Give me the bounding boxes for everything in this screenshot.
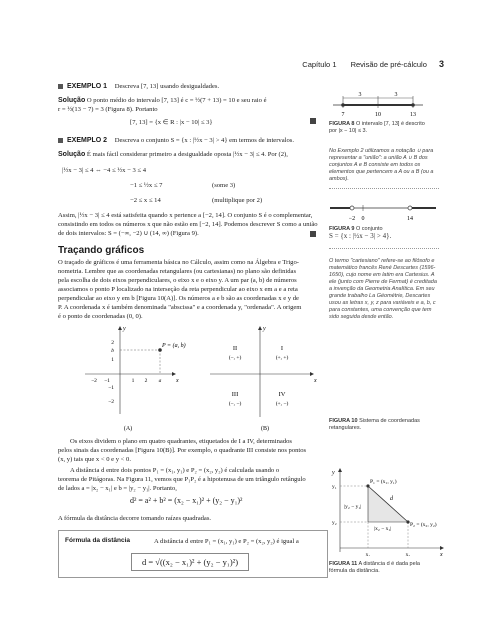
figure-label: FIGURA 8	[329, 121, 355, 127]
section-paragraph-4: A fórmula da distância decorre tomando raízes quadradas.	[58, 515, 212, 522]
figure-8-number-line	[328, 90, 428, 120]
distance-label: d	[390, 496, 393, 502]
solution-label: Solução	[58, 97, 86, 104]
paragraph-line: perpendicular ao eixo y em b [Figura 10(A)]. Os números a e b são as coordenadas x e y de	[58, 295, 299, 302]
figure-caption-text: A distância d é dada pela fórmula da distância.	[329, 561, 420, 574]
quadrant-label: I	[280, 345, 284, 352]
equation-line: |½x − 3| ≤ 4 ⇔ −4 ≤ ½x − 3 ≤ 4	[62, 167, 146, 174]
figure-label: FIGURA 10	[329, 418, 358, 424]
tick-label: b	[111, 348, 114, 354]
figure-label: FIGURA 11	[329, 561, 358, 567]
running-header	[302, 59, 444, 69]
paragraph-line: Os eixos dividem o plano em quatro quadrantes, etiquetados de I a IV, determinados	[70, 438, 292, 445]
tick-label: y₂	[332, 520, 337, 526]
x-arrow-icon	[440, 546, 444, 550]
solution-label: Solução	[58, 151, 86, 158]
figure-10-caption	[329, 418, 429, 432]
tick-label: 7	[341, 112, 345, 118]
quadrant-label: II	[232, 345, 238, 352]
tick-label: 13	[410, 112, 416, 118]
paragraph-line: teorema de Pitágoras. Na Figura 11, vemos que P₁P₂ é a hipotenusa de um triângulo retângulo	[58, 476, 306, 483]
endpoint-dot	[341, 103, 345, 107]
paragraph-line: consistindo em todos os números x que não estão em [−2, 14]. Podemos descrever S como a união	[58, 221, 318, 228]
margin-note-union: No Exemplo 2 utilizamos a notação ∪ para representar a "união": a união A ∪ B dos conjuntos A e B consiste em todos os elementos que pertencem a A ou a B (ou a ambos).	[329, 148, 434, 182]
tick-label: 1	[111, 357, 114, 363]
axis-label: y	[263, 326, 266, 332]
y-arrow-icon	[338, 468, 342, 472]
axis-label: x	[440, 552, 443, 556]
example-statement: Descreva o conjunto S = {x : |½x − 3| > 4} em termos de intervalos.	[114, 137, 294, 144]
figure-caption-text: Sistema de coordenadas retangulares.	[329, 418, 420, 431]
margin-note-cartesian: O termo "cartesiano" refere-se ao filósofo e matemático francês René Descartes (1596-1650), cujo nome em latim era Cartesius. A ele (junto com Pierre de Fermat) é creditada a invenção da Geometria Analítica. Em seu grande trabalho La Géométrie, Descartes usou as letras x, y, z para variáveis e a, b, c para constantes, uma convenção que tem sido seguida desde então.	[329, 258, 437, 320]
paragraph-line: O traçado de gráficos é uma ferramenta básica no Cálculo, assim como na Álgebra e Trigo-	[58, 259, 299, 266]
paragraph-line: (x, y) tais que x < 0 e y < 0.	[58, 456, 131, 463]
tick-label: 0	[361, 216, 365, 222]
page-number: 3	[438, 59, 444, 69]
distance-formula-box	[58, 530, 328, 578]
quadrant-label: III	[231, 391, 239, 398]
divider	[329, 248, 439, 249]
radius-label: 3	[394, 92, 398, 98]
distance-formula: d = √((x₂ − x₁)² + (y₂ − y₁)²)	[131, 553, 249, 571]
paragraph-line: nometria. Lembre que as coordenadas retangulares (ou cartesianas) no plano são definidas	[58, 268, 297, 275]
figure-8-caption	[329, 121, 429, 135]
paragraph-line: associamos o ponto P localizado na interseção da reta perpendicular ao eixo x em a e a reta	[58, 286, 298, 293]
quadrant-signs: (−, −)	[228, 401, 242, 407]
tick-label: −1	[104, 378, 110, 384]
chapter-label: Capítulo 1	[302, 60, 337, 69]
panel-label: (B)	[261, 426, 269, 432]
tick-label: a	[158, 378, 162, 384]
paragraph-line: A distância d entre dois pontos P₁ = (x₁, y₁) e P₂ = (x₂, y₂) é calculada usando o	[70, 467, 280, 474]
x-arrow-icon	[310, 372, 314, 376]
tick-label: −2	[108, 399, 114, 405]
solution-line: É mais fácil considerar primeiro a desigualdade oposta |½x − 3| ≤ 4. Por (2),	[86, 151, 288, 158]
tick-label: x₂	[405, 552, 411, 556]
section-paragraph-1	[58, 258, 326, 321]
tick-label: y₁	[332, 484, 337, 490]
figure-10b-quadrants	[210, 326, 317, 432]
quadrant-label: IV	[278, 391, 286, 398]
square-bullet-icon	[58, 138, 63, 143]
axis-label: y	[332, 470, 335, 476]
figure-11	[328, 466, 446, 556]
example-label: EXEMPLO 2	[67, 137, 108, 144]
y-arrow-icon	[258, 326, 262, 330]
axis-label: x	[314, 378, 317, 384]
tick-label: 10	[375, 112, 381, 118]
open-endpoint	[408, 206, 412, 210]
paragraph-line: P. A coordenada x é também denominada "abscissa" e a coordenada y, "ordenada". A origem	[58, 304, 302, 311]
section-title: Traçando gráficos	[58, 245, 145, 256]
quadrant-signs: (+, +)	[275, 355, 289, 361]
tick-label: 2	[144, 378, 148, 384]
solution-line: O ponto médio do intervalo [7, 13] é c = ½(7 + 13) = 10 e seu raio é	[86, 97, 267, 104]
example-1-heading	[58, 82, 219, 91]
paragraph-line: de lados a = |x₂ − x₁| e b = |y₂ − y₁|. Portanto,	[58, 485, 177, 492]
point-label: P = (a, b)	[162, 343, 186, 349]
example-1-solution	[58, 96, 318, 114]
section-paragraph-2	[58, 437, 326, 464]
box-title: Fórmula da distância	[65, 537, 131, 544]
figure-caption-set: S = {x : |½x − 3| > 4}.	[329, 232, 392, 240]
section-paragraph-3	[58, 466, 326, 493]
figure-label: FIGURA 9	[329, 226, 355, 232]
square-bullet-icon	[58, 84, 63, 89]
radius-label: 3	[358, 92, 362, 98]
paragraph-line: é o ponto de coordenadas (0, 0).	[58, 313, 143, 320]
y-arrow-icon	[118, 326, 122, 330]
end-of-proof-icon	[310, 231, 316, 237]
example-statement: Descreva [7, 13] usando desigualdades.	[114, 83, 220, 90]
example-2-heading	[58, 136, 328, 145]
paragraph-line: Assim, |½x − 3| ≤ 4 está satisfeita quando x pertence a [−2, 14]. O conjunto S é o complementar,	[58, 212, 313, 219]
end-of-proof-icon	[310, 118, 316, 124]
tick-label: x₁	[365, 552, 371, 556]
vertical-leg-label: |y₂ − y₁|	[344, 504, 362, 510]
equation-note: (some 3)	[212, 182, 236, 189]
tick-label: 14	[407, 216, 413, 222]
equation-note: (multiplique por 2)	[212, 197, 263, 204]
axis-label: y	[123, 326, 126, 332]
figure-9-caption	[329, 226, 439, 241]
figure-10a-axes	[85, 326, 186, 432]
tick-label: −2	[91, 378, 97, 384]
quadrant-signs: (−, +)	[228, 355, 242, 361]
tick-label: 2	[111, 340, 114, 346]
solution-line: r = ½(13 − 7) = 3 (Figura 8). Portanto	[58, 106, 158, 113]
example-label: EXEMPLO 1	[67, 83, 108, 90]
figure-caption-text: O conjunto	[356, 226, 383, 232]
example-2-conclusion	[58, 211, 323, 238]
paragraph-line: pelos sinais das coordenadas [Figura 10(B)]. Por exemplo, o quadrante III consiste nos pontos	[58, 447, 307, 454]
distance-squared-equation: d² = a² + b² = (x₂ − x₁)² + (y₂ − y₁)²	[130, 496, 243, 505]
figure-10	[60, 322, 320, 434]
tick-label: 1	[131, 378, 135, 384]
equation-line: −1 ≤ ½x ≤ 7	[130, 182, 163, 189]
point-label: P₁ = (x₁, y₁)	[370, 479, 397, 485]
example-2-solution-intro	[58, 150, 328, 159]
chapter-title: Revisão de pré-cálculo	[350, 60, 427, 69]
figure-9-number-line	[328, 198, 438, 224]
paragraph-line: de dois intervalos: S = (−∞, −2) ∪ (14, ∞) (Figura 9).	[58, 230, 199, 237]
endpoint-dot	[411, 103, 415, 107]
box-text: A distância d entre P₁ = (x₁, y₁) e P₂ = (x₂, y₂) é igual a	[154, 538, 299, 545]
panel-label: (A)	[123, 426, 133, 432]
axis-label: x	[176, 378, 179, 384]
equation-line: −2 ≤ x ≤ 14	[130, 197, 161, 204]
tick-label: −1	[108, 385, 114, 391]
figure-11-caption	[329, 561, 429, 575]
divider	[329, 188, 439, 189]
point-label: P₂ = (x₂, y₂)	[410, 522, 437, 528]
display-equation: [7, 13] = {x ∈ R : |x − 10| ≤ 3}	[130, 119, 213, 126]
figure-caption-text: O intervalo [7, 13] é descrito por |x − 10| ≤ 3.	[329, 121, 425, 134]
horizontal-leg-label: |x₂ − x₁|	[374, 526, 392, 532]
x-arrow-icon	[172, 372, 176, 376]
tick-label: −2	[348, 216, 356, 222]
paragraph-line: pela escolha de dois eixos perpendiculares, o eixo x e o eixo y. A um par (a, b) de números	[58, 277, 297, 284]
open-endpoint	[350, 206, 354, 210]
quadrant-signs: (+, −)	[275, 401, 289, 407]
